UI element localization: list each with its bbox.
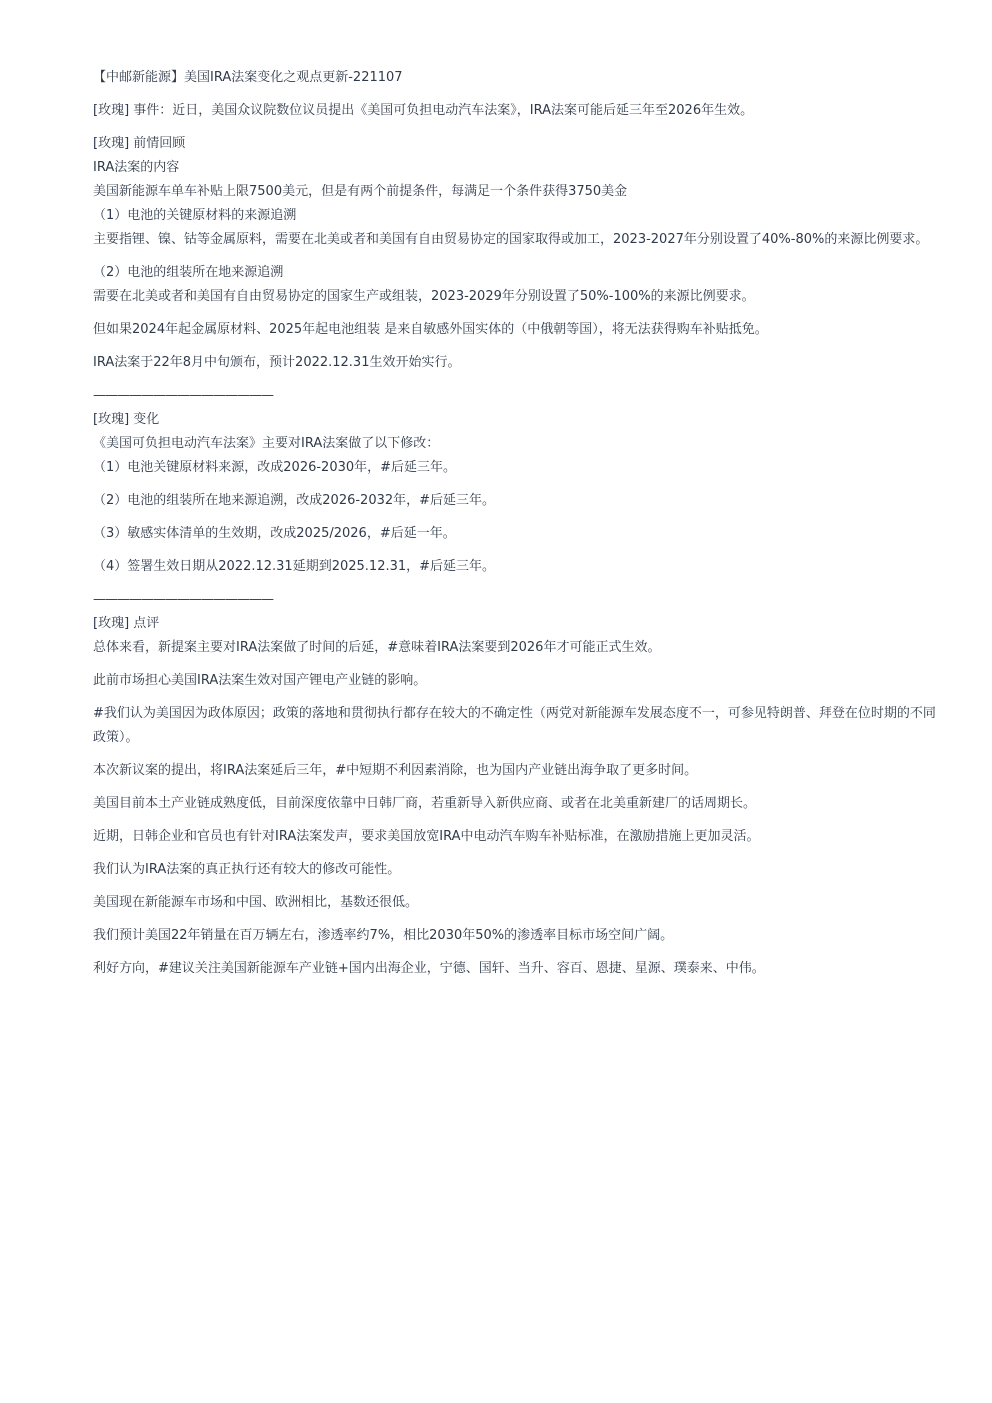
comment-paragraph-3: #我们认为美国因为政体原因；政策的落地和贯彻执行都存在较大的不确定性（两党对新能源车发展态度不一，可参见特朗普、拜登在位时期的不同政策）。 [93,706,936,745]
subsidy-paragraph: 美国新能源车单车补贴上限7500美元，但是有两个前提条件，每满足一个条件获得3750美金 [93,184,628,199]
comment-paragraph-6: 近期，日韩企业和官员也有针对IRA法案发声，要求美国放宽IRA中电动汽车购车补贴标准，在激励措施上更加灵活。 [93,829,760,844]
comment-paragraph-1: 总体来看，新提案主要对IRA法案做了时间的后延，#意味着IRA法案要到2026年才可能正式生效。 [93,640,661,655]
comment-paragraph-8: 美国现在新能源车市场和中国、欧洲相比，基数还很低。 [93,895,419,910]
condition2-text: 需要在北美或者和美国有自由贸易协定的国家生产或组装，2023-2029年分别设置了50%-100%的来源比例要求。 [93,289,755,304]
change-heading: [玫瑰] 变化 [93,412,160,427]
comment-heading: [玫瑰] 点评 [93,616,160,631]
comment-paragraph-2: 此前市场担心美国IRA法案生效对国产锂电产业链的影响。 [93,673,427,688]
condition2-title: （2）电池的组装所在地来源追溯 [93,265,284,280]
condition1-text: 主要指锂、镍、钴等金属原料，需要在北美或者和美国有自由贸易协定的国家取得或加工，2023-2027年分别设置了40%-80%的来源比例要求。 [93,232,929,247]
change-item-4: （4）签署生效日期从2022.12.31延期到2025.12.31，#后延三年。 [93,559,496,574]
comment-paragraph-5: 美国目前本土产业链成熟度低，目前深度依靠中日韩厂商，若重新导入新供应商、或者在北美重新建厂的话周期长。 [93,796,757,811]
comment-paragraph-9: 我们预计美国22年销量在百万辆左右，渗透率约7%，相比2030年50%的渗透率目标市场空间广阔。 [93,928,674,943]
review-heading: [玫瑰] 前情回顾 [93,136,186,151]
change-item-1: （1）电池关键原材料来源，改成2026-2030年，#后延三年。 [93,460,457,475]
sensitive-entity-paragraph: 但如果2024年起金属原材料、2025年起电池组装 是来自敏感外国实体的（中俄朝等国），将无法获得购车补贴抵免。 [93,322,768,337]
event-paragraph: [玫瑰] 事件：近日，美国众议院数位议员提出《美国可负担电动汽车法案》，IRA法案可能后延三年至2026年生效。 [93,103,754,118]
ira-content-heading: IRA法案的内容 [93,160,180,175]
change-item-2: （2）电池的组装所在地来源追溯，改成2026-2032年，#后延三年。 [93,493,496,508]
comment-paragraph-4: 本次新议案的提出，将IRA法案延后三年，#中短期不利因素消除，也为国内产业链出海争取了更多时间。 [93,763,698,778]
change-intro: 《美国可负担电动汽车法案》主要对IRA法案做了以下修改： [93,436,440,451]
condition1-title: （1）电池的关键原材料的来源追溯 [93,208,297,223]
separator-line: ——————————————— [93,592,273,607]
comment-paragraph-7: 我们认为IRA法案的真正执行还有较大的修改可能性。 [93,862,401,877]
change-item-3: （3）敏感实体清单的生效期，改成2025/2026，#后延一年。 [93,526,456,541]
ira-release-paragraph: IRA法案于22年8月中旬颁布，预计2022.12.31生效开始实行。 [93,355,461,370]
separator-line: ——————————————— [93,388,273,403]
document-body [93,66,943,981]
document-title: 【中邮新能源】美国IRA法案变化之观点更新-221107 [93,70,403,85]
comment-paragraph-10: 利好方向，#建议关注美国新能源车产业链+国内出海企业，宁德、国轩、当升、容百、恩捷、星源、璞泰来、中伟。 [93,961,765,976]
